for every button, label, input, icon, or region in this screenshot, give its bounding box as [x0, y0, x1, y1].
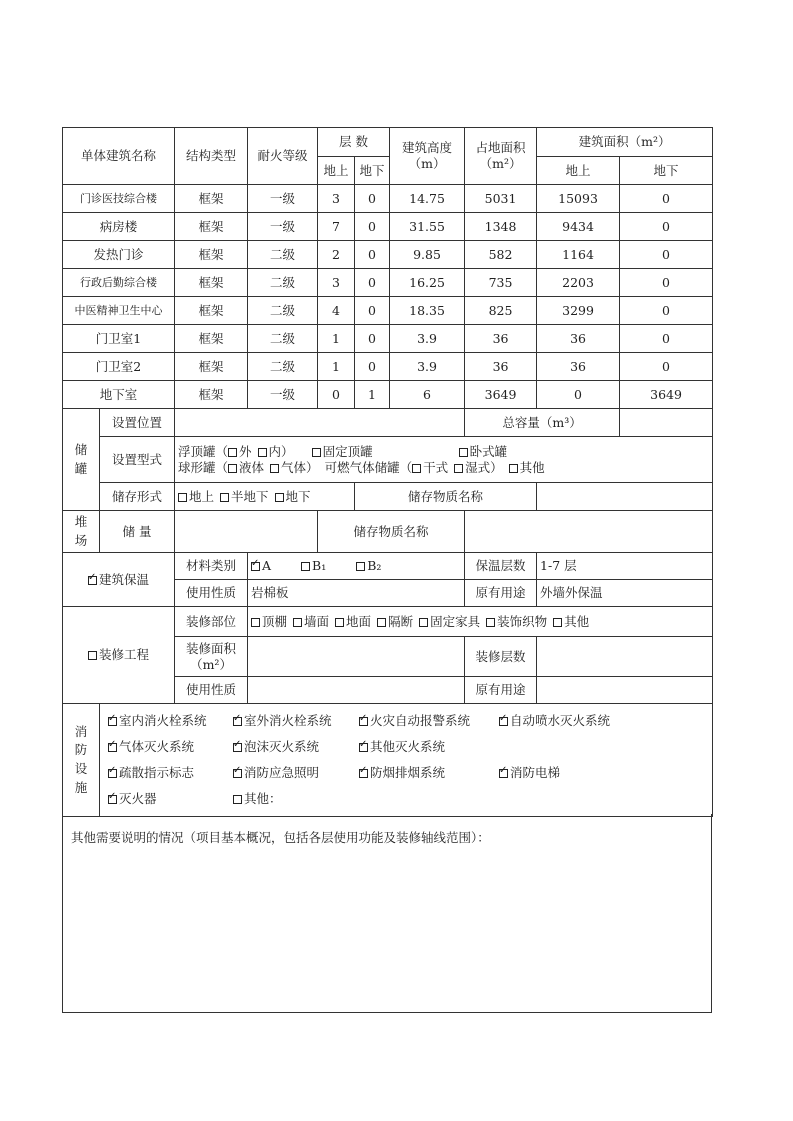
- storage-type-label: 设置型式: [100, 437, 175, 483]
- building-area-below: 0: [620, 325, 713, 353]
- class-a-checkbox[interactable]: [251, 562, 260, 571]
- building-row: [63, 213, 713, 241]
- header-fire-rating: 耐火等级: [248, 128, 318, 185]
- yard-material-label: 储存物质名称: [318, 511, 465, 553]
- storage-location-value[interactable]: [175, 409, 465, 437]
- building-land: 582: [465, 241, 537, 269]
- facility-label: 室外消火栓系统: [244, 713, 332, 729]
- yard-volume-label: 储 量: [100, 511, 175, 553]
- building-rows: [63, 185, 713, 409]
- fire-facility-item: [499, 765, 639, 781]
- fire-facility-item: [108, 713, 233, 729]
- building-name: 行政后勤综合楼: [63, 269, 175, 297]
- under-checkbox[interactable]: [275, 493, 284, 502]
- building-name: 病房楼: [63, 213, 175, 241]
- inner-checkbox[interactable]: [258, 448, 267, 457]
- building-structure: 框架: [175, 185, 248, 213]
- building-area-above: 15093: [537, 185, 620, 213]
- fire-facilities-items: [100, 704, 713, 817]
- building-area-below: 0: [620, 213, 713, 241]
- building-structure: 框架: [175, 325, 248, 353]
- building-structure: 框架: [175, 353, 248, 381]
- fire-facility-item: [233, 739, 359, 755]
- building-below: 0: [355, 325, 390, 353]
- building-row: [63, 185, 713, 213]
- decoration-floors-label: 装修层数: [465, 637, 537, 677]
- dry-checkbox[interactable]: [412, 464, 421, 473]
- facility-label: 室内消火栓系统: [119, 713, 207, 729]
- building-structure: 框架: [175, 241, 248, 269]
- facility-checkbox[interactable]: [108, 795, 117, 804]
- insulation-usage-label: 使用性质: [175, 580, 248, 607]
- building-above: 0: [318, 381, 355, 409]
- building-land: 3649: [465, 381, 537, 409]
- building-area-above: 0: [537, 381, 620, 409]
- building-land: 36: [465, 353, 537, 381]
- gas-checkbox[interactable]: [270, 464, 279, 473]
- floor-checkbox[interactable]: [335, 618, 344, 627]
- facility-checkbox[interactable]: [233, 717, 242, 726]
- building-row: [63, 353, 713, 381]
- storage-material-label: 储存物质名称: [355, 483, 537, 511]
- header-height: 建筑高度 （m）: [390, 128, 465, 185]
- header-area-below: 地下: [620, 157, 713, 185]
- fixed-roof-checkbox[interactable]: [312, 448, 321, 457]
- facility-checkbox[interactable]: [359, 743, 368, 752]
- facility-checkbox[interactable]: [108, 743, 117, 752]
- storage-capacity-value[interactable]: [620, 409, 713, 437]
- decoration-area-label: 装修面积 （m²）: [175, 637, 248, 677]
- facility-checkbox[interactable]: [499, 717, 508, 726]
- building-row: [63, 381, 713, 409]
- header-build-area: 建筑面积（m²）: [537, 128, 713, 157]
- building-row: [63, 325, 713, 353]
- building-area-below: 0: [620, 241, 713, 269]
- building-height: 14.75: [390, 185, 465, 213]
- building-area-below: 3649: [620, 381, 713, 409]
- storage-form-label: 储存形式: [100, 483, 175, 511]
- insulation-checkbox[interactable]: [88, 576, 97, 585]
- building-name: 门诊医技综合楼: [63, 185, 175, 213]
- decoration-usage-label: 使用性质: [175, 677, 248, 704]
- storage-group-label: 储罐: [63, 409, 100, 511]
- building-row: [63, 297, 713, 325]
- building-rating: 二级: [248, 297, 318, 325]
- building-area-below: 0: [620, 353, 713, 381]
- building-above: 7: [318, 213, 355, 241]
- building-above: 1: [318, 353, 355, 381]
- header-floors-below: 地下: [355, 157, 390, 185]
- building-area-below: 0: [620, 269, 713, 297]
- fire-facility-item: [108, 791, 233, 807]
- building-above: 4: [318, 297, 355, 325]
- storage-material-value[interactable]: [537, 483, 713, 511]
- decoration-area-value[interactable]: [248, 637, 465, 677]
- building-name: 门卫室1: [63, 325, 175, 353]
- class-b2-checkbox[interactable]: [356, 562, 365, 571]
- ground-checkbox[interactable]: [178, 493, 187, 502]
- yard-material-value[interactable]: [465, 511, 713, 553]
- insulation-label: ✓建筑保温: [63, 553, 175, 607]
- building-rating: 二级: [248, 241, 318, 269]
- material-class-label: 材料类别: [175, 553, 248, 580]
- fire-facility-item: [359, 765, 499, 781]
- decoration-label: 装修工程: [63, 607, 175, 704]
- facility-label: 泡沫灭火系统: [244, 739, 320, 755]
- furniture-checkbox[interactable]: [419, 618, 428, 627]
- building-height: 3.9: [390, 325, 465, 353]
- decoration-original-label: 原有用途: [465, 677, 537, 704]
- building-area-above: 36: [537, 325, 620, 353]
- facility-label: 火灾自动报警系统: [370, 713, 471, 729]
- header-structure: 结构类型: [175, 128, 248, 185]
- storage-capacity-label: 总容量（m³）: [465, 409, 620, 437]
- building-above: 1: [318, 325, 355, 353]
- fabric-checkbox[interactable]: [486, 618, 495, 627]
- other-decoration-checkbox[interactable]: [553, 618, 562, 627]
- facility-checkbox[interactable]: [108, 717, 117, 726]
- fire-facilities-label: 消防设施: [63, 704, 100, 817]
- decoration-checkbox[interactable]: [88, 651, 97, 660]
- storage-location-label: 设置位置: [100, 409, 175, 437]
- building-above: 3: [318, 185, 355, 213]
- facility-checkbox[interactable]: [499, 769, 508, 778]
- ceiling-checkbox[interactable]: [251, 618, 260, 627]
- facility-checkbox[interactable]: [359, 717, 368, 726]
- building-name: 发热门诊: [63, 241, 175, 269]
- other-tank-checkbox[interactable]: [509, 464, 518, 473]
- decoration-usage-value[interactable]: [248, 677, 465, 704]
- building-area-below: 0: [620, 185, 713, 213]
- facility-label: 疏散指示标志: [119, 765, 195, 781]
- building-below: 0: [355, 297, 390, 325]
- facility-label: 灭火器: [119, 791, 157, 807]
- building-rating: 一级: [248, 381, 318, 409]
- building-below: 0: [355, 241, 390, 269]
- building-rating: 二级: [248, 353, 318, 381]
- building-name: 门卫室2: [63, 353, 175, 381]
- building-name: 中医精神卫生中心: [63, 297, 175, 325]
- facility-label: 消防应急照明: [244, 765, 320, 781]
- building-height: 16.25: [390, 269, 465, 297]
- notes-section: [62, 814, 712, 1013]
- building-rating: 二级: [248, 325, 318, 353]
- building-land: 5031: [465, 185, 537, 213]
- building-height: 6: [390, 381, 465, 409]
- building-area-above: 9434: [537, 213, 620, 241]
- building-below: 0: [355, 213, 390, 241]
- facility-checkbox[interactable]: [233, 795, 242, 804]
- building-below: 1: [355, 381, 390, 409]
- facility-label: 气体灭火系统: [119, 739, 195, 755]
- facility-label: 其他灭火系统: [370, 739, 446, 755]
- building-area-above: 2203: [537, 269, 620, 297]
- building-rating: 一级: [248, 213, 318, 241]
- facility-label: 防烟排烟系统: [370, 765, 446, 781]
- insulation-usage-value: 岩棉板: [248, 580, 465, 607]
- building-area-above: 3299: [537, 297, 620, 325]
- building-rating: 二级: [248, 269, 318, 297]
- fire-facility-item: [359, 713, 499, 729]
- header-area-above: 地上: [537, 157, 620, 185]
- building-area-above: 36: [537, 353, 620, 381]
- yard-volume-value[interactable]: [175, 511, 318, 553]
- facility-label: 自动喷水灭火系统: [510, 713, 611, 729]
- header-name: 单体建筑名称: [63, 128, 175, 185]
- building-land: 735: [465, 269, 537, 297]
- fire-facility-item: [499, 713, 639, 729]
- fire-facility-item: [108, 739, 233, 755]
- insulation-layers-value: 1-7 层: [537, 553, 713, 580]
- storage-form-options: 地上 半地下 地下: [175, 483, 355, 511]
- insulation-layers-label: 保温层数: [465, 553, 537, 580]
- building-height: 18.35: [390, 297, 465, 325]
- fire-facility-item: [233, 791, 359, 807]
- liquid-checkbox[interactable]: [228, 464, 237, 473]
- building-height: 9.85: [390, 241, 465, 269]
- building-below: 0: [355, 185, 390, 213]
- insulation-original-label: 原有用途: [465, 580, 537, 607]
- building-structure: 框架: [175, 297, 248, 325]
- building-row: [63, 241, 713, 269]
- insulation-original-value: 外墙外保温: [537, 580, 713, 607]
- fire-facility-item: [108, 765, 233, 781]
- facility-checkbox[interactable]: [233, 743, 242, 752]
- building-name: 地下室: [63, 381, 175, 409]
- building-below: 0: [355, 269, 390, 297]
- building-land: 825: [465, 297, 537, 325]
- fire-facility-item: [359, 739, 499, 755]
- building-structure: 框架: [175, 213, 248, 241]
- building-structure: 框架: [175, 269, 248, 297]
- building-structure: 框架: [175, 381, 248, 409]
- building-area-below: 0: [620, 297, 713, 325]
- fire-facility-item: [233, 713, 359, 729]
- notes-label: 其他需要说明的情况（项目基本概况，包括各层使用功能及装修轴线范围）：: [71, 830, 490, 845]
- decoration-parts-label: 装修部位: [175, 607, 248, 637]
- semi-checkbox[interactable]: [220, 493, 229, 502]
- building-height: 31.55: [390, 213, 465, 241]
- decoration-floors-value[interactable]: [537, 637, 713, 677]
- fire-facility-item: [233, 765, 359, 781]
- building-area-above: 1164: [537, 241, 620, 269]
- facility-label: 消防电梯: [510, 765, 561, 781]
- building-height: 3.9: [390, 353, 465, 381]
- building-row: [63, 269, 713, 297]
- facility-checkbox[interactable]: [233, 769, 242, 778]
- building-above: 2: [318, 241, 355, 269]
- building-land: 36: [465, 325, 537, 353]
- class-b1-checkbox[interactable]: [301, 562, 310, 571]
- building-rating: 一级: [248, 185, 318, 213]
- building-land: 1348: [465, 213, 537, 241]
- outer-checkbox[interactable]: [228, 448, 237, 457]
- material-class-options: ✓ A B₁ B₂: [248, 553, 465, 580]
- header-land-area: 占地面积 （m²）: [465, 128, 537, 185]
- fire-inspection-form: [62, 127, 713, 817]
- wet-checkbox[interactable]: [454, 464, 463, 473]
- decoration-original-value[interactable]: [537, 677, 713, 704]
- yard-group-label: 堆场: [63, 511, 100, 553]
- partition-checkbox[interactable]: [377, 618, 386, 627]
- horizontal-tank-checkbox[interactable]: [459, 448, 468, 457]
- decoration-parts-options: 顶棚 墙面 地面 隔断 固定家具 装饰织物 其他: [248, 607, 713, 637]
- facility-checkbox[interactable]: [359, 769, 368, 778]
- header-floors-above: 地上: [318, 157, 355, 185]
- building-above: 3: [318, 269, 355, 297]
- facility-checkbox[interactable]: [108, 769, 117, 778]
- facility-label: 其他：: [244, 791, 282, 807]
- building-below: 0: [355, 353, 390, 381]
- storage-type-options: 浮顶罐（ 外 内） 固定顶罐 卧式罐 球形罐（ 液体 气体） 可燃气体储罐（ 干式 湿式） 其他: [175, 437, 713, 483]
- header-floors: 层 数: [318, 128, 390, 157]
- wall-checkbox[interactable]: [293, 618, 302, 627]
